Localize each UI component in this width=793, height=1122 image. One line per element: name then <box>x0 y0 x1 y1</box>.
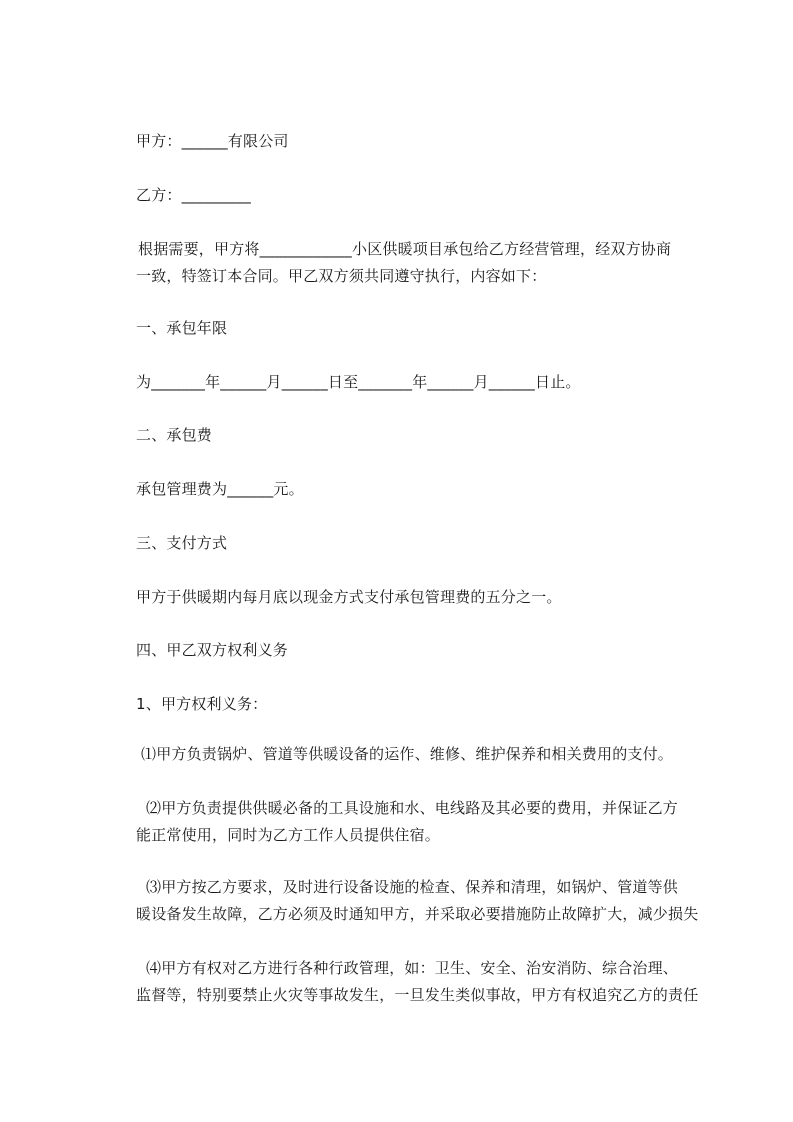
item-4-line-1: ⑷甲方有权对乙方进行各种行政管理，如：卫生、安全、治安消防、综合治理、 <box>146 959 679 977</box>
item-3-line-2: 暖设备发生故障，乙方必须及时通知甲方，并采取必要措施防止故障扩大，减少损失 <box>136 905 699 923</box>
item-3-line-1: ⑶甲方按乙方要求，及时进行设备设施的检查、保养和清理，如锅炉、管道等供 <box>146 878 679 896</box>
section-3-body: 甲方于供暖期内每月底以现金方式支付承包管理费的五分之一。 <box>136 588 562 606</box>
item-2-line-1: ⑵甲方负责提供供暖必备的工具设施和水、电线路及其必要的费用，并保证乙方 <box>146 799 679 817</box>
section-4-title: 四、甲乙双方权利义务 <box>136 641 289 659</box>
section-1-body: 为_______年______月______日至_______年______月______日止。 <box>136 373 581 391</box>
party-b-line: 乙方：_________ <box>136 186 251 204</box>
item-2-line-2: 能正常使用，同时为乙方工作人员提供住宿。 <box>136 826 441 844</box>
intro-line-2: 一致，特签订本合同。甲乙双方须共同遵守执行，内容如下： <box>136 267 547 285</box>
item-1: ⑴甲方负责锅炉、管道等供暖设备的运作、维修、维护保养和相关费用的支付。 <box>141 745 674 763</box>
section-2-body: 承包管理费为______元。 <box>136 480 304 498</box>
item-4-line-2: 监督等，特别要禁止火灾等事故发生，一旦发生类似事故，甲方有权追究乙方的责任 <box>136 986 699 1004</box>
party-a-line: 甲方：______有限公司 <box>136 132 289 150</box>
section-2-title: 二、承包费 <box>136 426 213 444</box>
section-1-title: 一、承包年限 <box>136 319 228 337</box>
intro-line-1: 根据需要，甲方将____________小区供暖项目承包给乙方经营管理，经双方协商 <box>138 240 672 258</box>
subsection-1-title: 1、甲方权利义务： <box>136 695 268 713</box>
section-3-title: 三、支付方式 <box>136 534 228 552</box>
